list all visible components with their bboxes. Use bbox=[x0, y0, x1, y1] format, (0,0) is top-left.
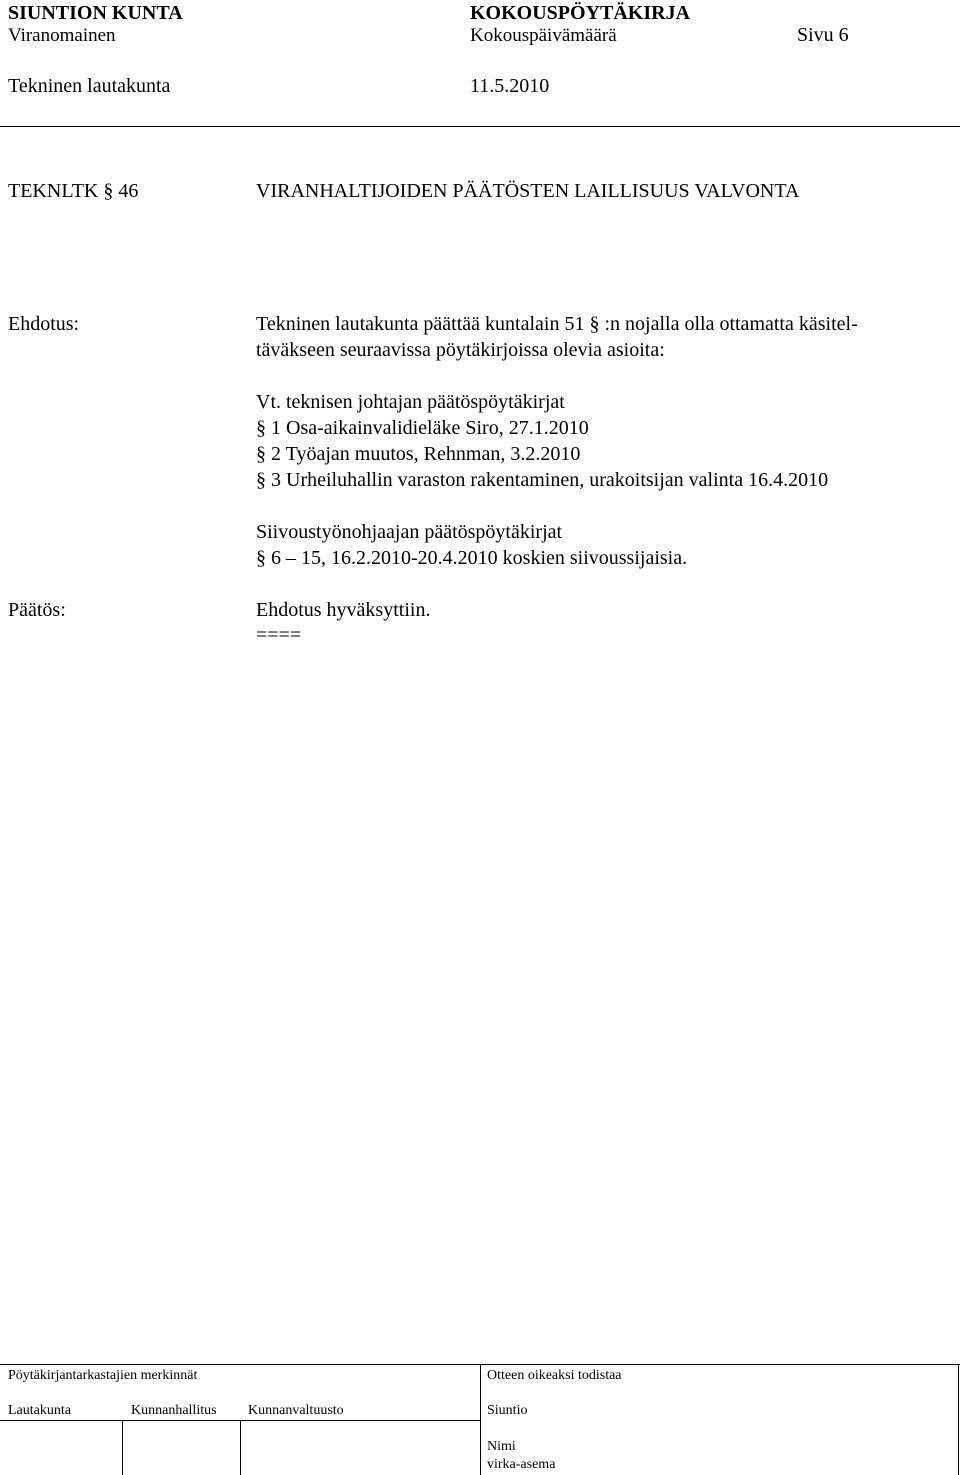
proposal-line-2: täväkseen seuraavissa pöytäkirjoissa olevia asioita: bbox=[256, 339, 665, 361]
col-council: Kunnanvaltuusto bbox=[248, 1403, 344, 1418]
group-2-item: § 6 – 15, 16.2.2010-20.4.2010 koskien siivoussijaisia. bbox=[256, 547, 688, 569]
page-number: Sivu 6 bbox=[797, 24, 849, 46]
item-number-value: 46 bbox=[118, 180, 139, 202]
certified-label: Otteen oikeaksi todistaa bbox=[487, 1368, 622, 1383]
municipality-name: SIUNTION KUNTA bbox=[8, 2, 183, 24]
authority-name: Tekninen lautakunta bbox=[8, 75, 171, 97]
proposal-line-1: Tekninen lautakunta päättää kuntalain 51 § :n nojalla olla ottamatta käsitel- bbox=[256, 313, 858, 335]
item-number bbox=[8, 180, 138, 203]
col-exec: Kunnanhallitus bbox=[131, 1403, 217, 1418]
name-label: Nimi bbox=[487, 1439, 516, 1454]
place: Siuntio bbox=[487, 1403, 528, 1418]
end-mark: ==== bbox=[256, 624, 302, 646]
authority-label: Viranomainen bbox=[8, 25, 116, 46]
group-2-title: Siivoustyönohjaajan päätöspöytäkirjat bbox=[256, 521, 563, 543]
item-code: TEKNLTK bbox=[8, 180, 99, 202]
footer-col-divider bbox=[122, 1420, 123, 1475]
group-1-item: § 1 Osa-aikainvalidieläke Siro, 27.1.2010 bbox=[256, 417, 589, 439]
decision-label: Päätös: bbox=[8, 599, 66, 621]
document-type: KOKOUSPÖYTÄKIRJA bbox=[470, 2, 691, 24]
decision-text: Ehdotus hyväksyttiin. bbox=[256, 599, 431, 621]
position-label: virka-asema bbox=[487, 1457, 556, 1472]
proposal-label: Ehdotus: bbox=[8, 313, 80, 335]
item-title: VIRANHALTIJOIDEN PÄÄTÖSTEN LAILLISUUS VALVONTA bbox=[256, 180, 800, 202]
col-board: Lautakunta bbox=[8, 1403, 71, 1418]
group-1-item: § 2 Työajan muutos, Rehnman, 3.2.2010 bbox=[256, 443, 581, 465]
footer-col-divider bbox=[240, 1420, 241, 1475]
meeting-date-label: Kokouspäivämäärä bbox=[470, 25, 617, 46]
group-1-item: § 3 Urheiluhallin varaston rakentaminen, urakoitsijan valinta 16.4.2010 bbox=[256, 469, 829, 491]
inspectors-label: Pöytäkirjantarkastajien merkinnät bbox=[8, 1368, 198, 1383]
footer-right-border bbox=[958, 1364, 959, 1475]
footer-center-divider bbox=[480, 1364, 481, 1475]
meeting-date: 11.5.2010 bbox=[470, 75, 550, 97]
group-1-title: Vt. teknisen johtajan päätöspöytäkirjat bbox=[256, 391, 565, 413]
header-rule bbox=[0, 126, 960, 127]
section-symbol: § bbox=[103, 180, 114, 202]
